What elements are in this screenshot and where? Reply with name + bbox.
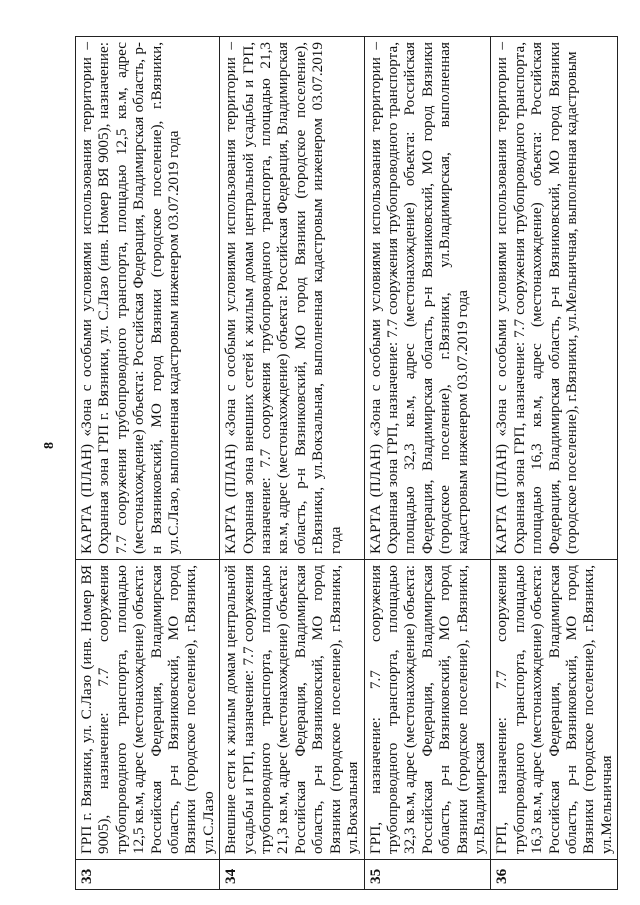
table-row [491,37,618,890]
object-description: ГРП, назначение: 7.7 сооружения трубопроводного транспорта, площадью 32,3 кв.м, адрес (местонахождение) объекта: Российская Федерация, Владимирская область, р-н Вязниковский, МО город Вязники (городское поселение), г.Вязники, ул.Владимирская [364,560,491,860]
table-row [364,37,491,890]
object-description: ГРП, назначение: 7.7 сооружения трубопроводного транспорта, площадью 16,3 кв.м, адрес (местонахождение) объекта: Российская Федерация, Владимирская область, р-н Вязниковский, МО город Вязники (городское поселение), г.Вязники, ул.Мельничная [491,560,618,860]
map-description: КАРТА (ПЛАН) «Зона с особыми условиями использования территории – Охранная зона внешних сетей к жилым домам центральной усадьбы и ГРП, назначение: 7.7 сооружения трубопроводного транспорта, площадью 21,3 кв.м, адрес (местонахождение) объекта: Российская Федерация, Владимирская область, р-н Вязниковский, МО город Вязники (городское поселение), г.Вязники, ул.Вокзальная, выполненная кадастровым инженером 03.07.2019 года [220,37,364,560]
page-number: 8 [42,442,57,449]
row-number: 36 [491,860,618,890]
row-number: 35 [364,860,491,890]
map-description: КАРТА (ПЛАН) «Зона с особыми условиями использования территории – Охранная зона ГРП, назначение: 7.7 сооружения трубопроводного транспорта, площадью 32,3 кв.м, адрес (местонахождение) объекта: Российская Федерация, Владимирская область, р-н Вязниковский, МО город Вязники (городское поселение), г.Вязники, ул.Владимирская, выполненная кадастровым инженером 03.07.2019 года [364,37,491,560]
map-description: КАРТА (ПЛАН) «Зона с особыми условиями использования территории – Охранная зона ГРП, назначение: 7.7 сооружения трубопроводного транспорта, площадью 16,3 кв.м, адрес (местонахождение) объекта: Российская Федерация, Владимирская область, р-н Вязниковский, МО город Вязники (городское поселение), г.Вязники, ул.Мельничная, выполненная кадастровым [491,37,618,560]
row-number: 33 [76,860,220,890]
object-description: Внешние сети к жилым домам центральной усадьбы и ГРП, назначение: 7.7 сооружения трубопроводного транспорта, площадью 21,3 кв.м, адрес (местонахождение) объекта: Российская Федерация, Владимирская область, р-н Вязниковский, МО город Вязники (городское поселение), г.Вязники, ул.Вокзальная [220,560,364,860]
table-row [220,37,364,890]
object-description: ГРП г. Вязники, ул. С.Лазо (инв. Номер ВЯ 9005), назначение: 7.7 сооружения трубопроводного транспорта, площадью 12,5 кв.м, адрес (местонахождение) объекта: Российская Федерация, Владимирская область, р-н Вязниковский, МО город Вязники (городское поселение), г.Вязники, ул.С.Лазо [76,560,220,860]
table-row [76,37,220,890]
map-description: КАРТА (ПЛАН) «Зона с особыми условиями использования территории – Охранная зона ГРП г. Вязники, ул. С.Лазо (инв. Номер ВЯ 9005), назначение: 7.7 сооружения трубопроводного транспорта, площадью 12,5 кв.м, адрес (местонахождение) объекта: Российская Федерация, Владимирская область, р-н Вязниковский, МО город Вязники (городское поселение), г.Вязники, ул.С.Лазо, выполненная кадастровым инженером 03.07.2019 года [76,37,220,560]
rotated-table-container [75,37,615,890]
zones-table [75,36,618,890]
row-number: 34 [220,860,364,890]
